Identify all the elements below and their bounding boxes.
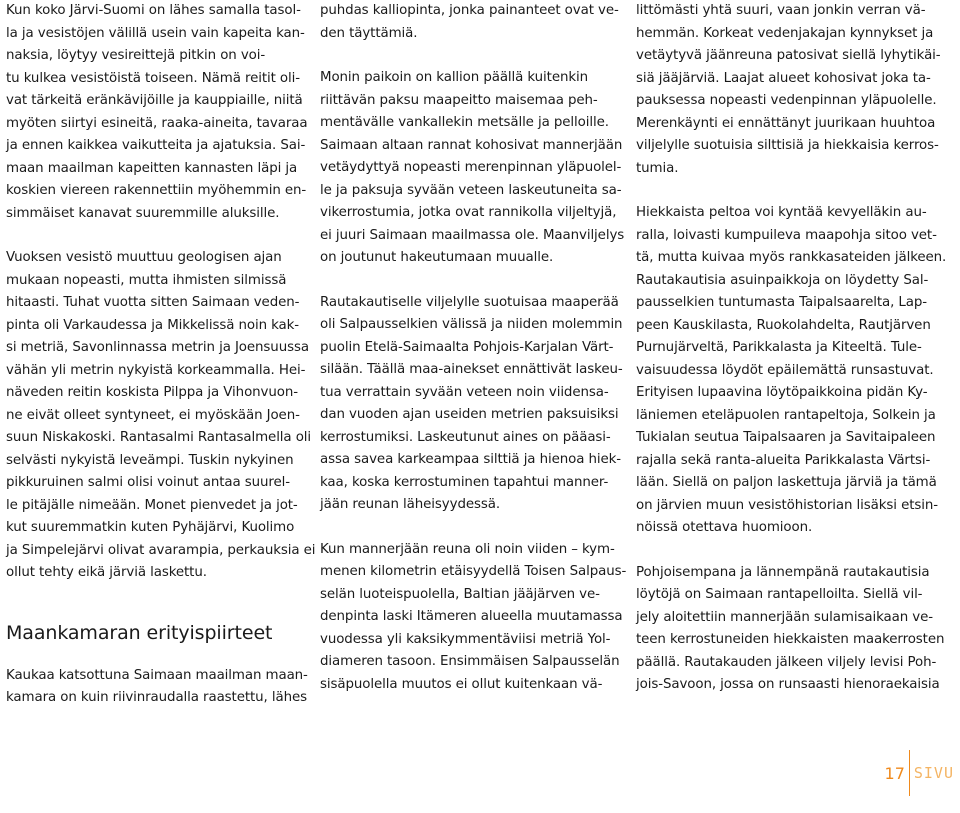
text-line: ja Simpelejärvi olivat avarampia, perkauksia ei (6, 542, 316, 558)
text-line: selän luoteispuolella, Baltian jääjärven ve- (320, 586, 600, 602)
text-line: Hiekkaista peltoa voi kyntää kevyelläkin au- (636, 205, 927, 220)
text-line: mukaan nopeasti, mutta ihmisten silmissä (6, 272, 287, 288)
text-line: simmäiset kanavat suuremmille aluksille. (6, 205, 280, 221)
text-line: pikkuruinen salmi olisi voinut antaa suurel- (6, 475, 290, 490)
text-line: dan vuoden ajan useiden metrien paksuisiksi (320, 407, 619, 422)
text-column-2 (320, 0, 627, 696)
text-line: läniemen eteläpuolen rantapeltoja, Solkein ja (636, 407, 936, 423)
text-line: koskien viereen rakennettiin myöhemmin en- (6, 183, 307, 198)
text-line: Kaukaa katsottuna Saimaan maailman maan- (6, 667, 308, 683)
text-line: vetäydyttyä nopeasti merenpinnan yläpuolel- (320, 160, 622, 175)
text-line: päällä. Rautakauden jälkeen viljely levisi Poh- (636, 654, 937, 670)
text-line: jois-Savoon, jossa on runsaasti hienoraekaisia (636, 677, 940, 692)
text-line: Erityisen lupaavina löytöpaikkoina pidän Ky- (636, 385, 928, 400)
text-line: vetäytyvä jäänreuna patosivat siellä lyhytikäi- (636, 48, 941, 63)
text-line: kamara on kuin riivinraudalla raastettu, lähes (6, 690, 307, 705)
text-line: Tukialan seutua Taipalsaaren ja Savitaipaleen (636, 430, 936, 445)
page-footer (885, 750, 954, 796)
paragraph (636, 0, 941, 180)
text-line: Pohjoisempana ja lännempänä rautakautisia (636, 564, 930, 580)
text-line: puhdas kalliopinta, jonka painanteet ovat ve- (320, 3, 619, 18)
text-line: pauksessa nopeasti vedenpinnan yläpuolelle. (636, 93, 937, 108)
text-line: vähän yli metrin nykyistä korkeammalla. Hei- (6, 362, 306, 378)
text-line: näveden reitin koskista Pilppa ja Vihonvuon- (6, 385, 298, 400)
text-line: Rautakautiselle viljelylle suotuisaa maaperää (320, 294, 619, 310)
text-line: siä jääjärviä. Laajat alueet kohosivat joka ta- (636, 70, 931, 86)
text-line: tumia. (636, 160, 679, 176)
text-line: Merenkäynti ei ennättänyt juurikaan huuhtoa (636, 115, 936, 131)
text-line: on järvien muun vesistöhistorian lisäksi etsin- (636, 497, 938, 513)
text-line: myöten siirtyi esineitä, raaka-aineita, tavaraa (6, 115, 308, 131)
text-line: vaisuudessa löydöt epäilemättä runsastuvat. (636, 362, 934, 378)
paragraph (320, 292, 623, 517)
text-line: pinta oli Varkaudessa ja Mikkelissä noin kak- (6, 317, 300, 333)
paragraph (6, 0, 308, 225)
text-line: ei juuri Saimaan maailmassa ole. Maanviljelys (320, 227, 625, 243)
text-line: ollut tehty eikä järviä laskettu. (6, 565, 207, 580)
paragraph (320, 67, 625, 270)
text-line: Monin paikoin on kallion päällä kuitenkin (320, 70, 589, 85)
paragraph (320, 0, 619, 45)
text-line: Kun koko Järvi-Suomi on lähes samalla tasol- (6, 3, 301, 18)
text-line: den täyttämiä. (320, 25, 418, 41)
paragraph (636, 202, 947, 540)
text-line: jään reunan läheisyydessä. (320, 497, 500, 512)
text-line: oli Salpausselkien välissä ja niiden molemmin (320, 317, 623, 332)
text-line: vuodessa yli kaksikymmentäviisi metriä Yol- (320, 631, 611, 647)
text-line: le pitäjälle nimeään. Monet pienvedet ja jot- (6, 497, 298, 513)
text-line: teen kerrostuneiden hiekkaisten maakerrosten (636, 632, 945, 647)
text-line: suun Niskakoski. Rantasalmi Rantasalmella oli (6, 430, 312, 445)
text-line: si metriä, Savonlinnassa metrin ja Joensuussa (6, 340, 309, 355)
text-line: vat tärkeitä eränkävijöille ja kauppiaille, niitä (6, 93, 303, 108)
text-line: denpinta laski Itämeren alueella muutamassa (320, 609, 623, 624)
text-line: Purnujärveltä, Parikkalasta ja Kiteeltä. Tule- (636, 340, 922, 355)
text-line: jely aloitettiin mannerjään sulamisaikaan ve- (636, 609, 933, 625)
text-line: pausselkien tuntumasta Taipalsaarelta, Lap- (636, 295, 927, 310)
section-heading: Maankamaran erityispiirteet (6, 621, 273, 644)
text-line: Saimaan altaan rannat kohosivat mannerjään (320, 137, 623, 153)
text-line: maan maailman kapeitten kannasten läpi ja (6, 160, 298, 176)
text-line: la ja vesistöjen välillä usein vain kapeita kan- (6, 25, 305, 41)
text-line: kerrostumiksi. Laskeutunut aines on pääasi- (320, 429, 611, 445)
text-line: hitaasti. Tuhat vuotta sitten Saimaan veden- (6, 295, 300, 310)
text-line: kaa, koska kerrostuminen tapahtui manner- (320, 474, 609, 490)
text-line: mentävälle vankallekin metsälle ja pelloille. (320, 115, 609, 130)
text-line: ne eivät olleet syntyneet, ei myöskään Joen- (6, 407, 300, 423)
text-line: selvästi nykyistä leveämpi. Tuskin nykyinen (6, 452, 294, 468)
text-line: riittävän paksu maapeitto maisemaa peh- (320, 92, 598, 108)
text-line: nöissä otettava huomioon. (636, 520, 813, 535)
text-line: ja ennen kaikkea vaikutteita ja ajatuksia. Sai- (6, 138, 306, 153)
magazine-logo: SIVU (913, 764, 954, 782)
text-line: peen Kauskilasta, Ruokolahdelta, Rautjärven (636, 317, 931, 333)
text-line: viljelylle suotuisia silttisiä ja hiekkaisia kerros- (636, 138, 939, 153)
text-line: vikerrostumia, jotka ovat rannikolla viljeltyjä, (320, 205, 617, 220)
text-column-3 (636, 0, 947, 697)
text-line: Kun mannerjään reuna oli noin viiden – kym- (320, 541, 615, 557)
text-line: assa savea karkeampaa silttiä ja hienoa hiek- (320, 452, 621, 467)
text-line: puolin Etelä-Saimaalta Pohjois-Karjalan Värt- (320, 339, 614, 355)
text-line: diameren tasoon. Ensimmäisen Salpausselän (320, 654, 620, 669)
text-column-1 (6, 0, 316, 710)
text-line: hemmän. Korkeat vedenjakajan kynnykset ja (636, 25, 934, 41)
page-number: 17 (884, 763, 905, 783)
text-line: sisäpuolella muutos ei ollut kuitenkaan vä- (320, 676, 603, 692)
text-line: kut suuremmatkin kuten Pyhäjärvi, Kuolimo (6, 520, 295, 535)
paragraph (320, 539, 627, 697)
paragraph (6, 247, 316, 585)
text-line: rajalla sekä ranta-alueita Parikkalasta Värtsi- (636, 452, 931, 468)
text-line: Vuoksen vesistö muuttuu geologisen ajan (6, 250, 282, 265)
footer-divider (909, 750, 910, 796)
text-line: naksia, löytyy vesireittejä pitkin on voi- (6, 48, 266, 63)
text-line: tu kulkea vesistöistä toiseen. Nämä reitit oli- (6, 70, 300, 86)
text-line: tä, mutta kuivaa myös rankkasateiden jälkeen. (636, 250, 947, 265)
text-line: löytöjä on Saimaan rantapelloilta. Siellä vil- (636, 587, 923, 602)
text-line: littömästi yhtä suuri, vaan jonkin verran vä- (636, 3, 926, 18)
text-line: ralla, loivasti kumpuileva maapohja sitoo vet- (636, 227, 937, 243)
text-line: tua verrattain syvään veteen noin viidensa- (320, 384, 609, 400)
paragraph (636, 562, 945, 697)
text-line: silään. Täällä maa-ainekset ennättivät laskeu- (320, 362, 623, 377)
text-line: le ja paksuja syvään veteen laskeutuneita sa- (320, 182, 622, 198)
paragraph (6, 665, 308, 710)
text-line: Rautakautisia asuinpaikkoja on löydetty Sal- (636, 272, 929, 288)
text-line: on joutunut hakeutumaan muualle. (320, 250, 554, 265)
text-line: lään. Siellä on paljon laskettuja järviä ja tämä (636, 475, 937, 490)
text-line: menen kilometrin etäisyydellä Toisen Salpaus- (320, 564, 627, 579)
